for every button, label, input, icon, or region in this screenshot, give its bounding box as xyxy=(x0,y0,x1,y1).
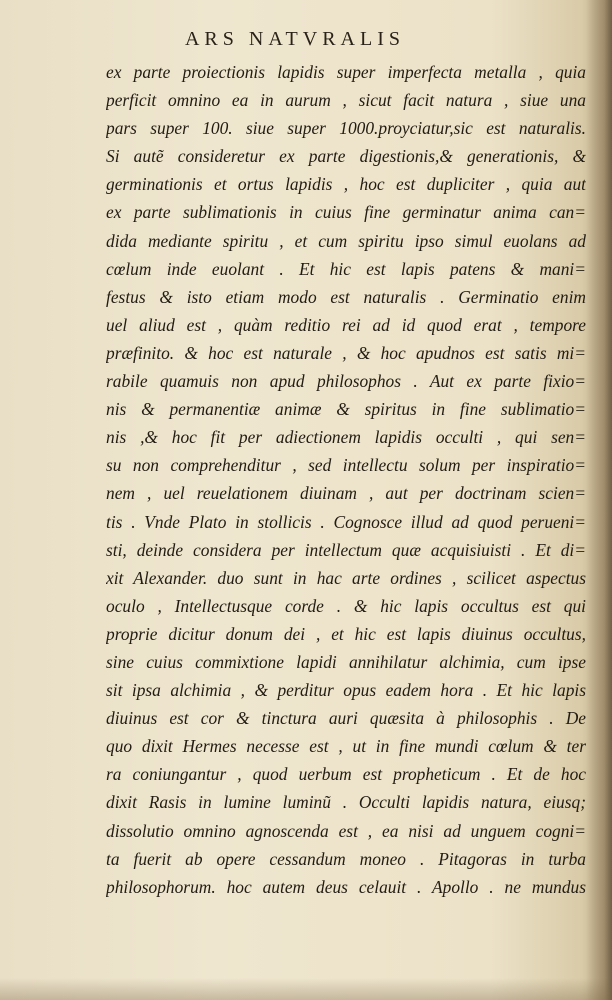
text-line: tis . Vnde Plato in stollicis . Cognosce illud ad quod perueni= xyxy=(106,511,586,532)
text-line: ex parte proiectionis lapidis super imperfecta metalla , quia xyxy=(106,62,586,82)
text-line: proprie dicitur donum dei , et hic est lapis diuinus occultus, xyxy=(106,623,586,644)
text-line: uel aliud est , quàm reditio rei ad id quod erat , tempore xyxy=(106,314,586,335)
text-line: nem , uel reuelationem diuinam , aut per doctrinam scien= xyxy=(106,483,586,504)
page-bottom-shadow xyxy=(0,978,612,1000)
text-line: ra coniungantur , quod uerbum est propheticum . Et de hoc xyxy=(106,764,586,785)
text-line: festus & isto etiam modo est naturalis . Germinatio enim xyxy=(106,286,586,307)
text-block xyxy=(106,58,586,901)
text-line: sti, deinde considera per intellectum quæ acquisiuisti . Et di= xyxy=(106,539,586,560)
text-line: ex parte sublimationis in cuius fine germinatur anima can= xyxy=(106,202,586,223)
page-edge-shadow xyxy=(586,0,612,1000)
text-line: sit ipsa alchimia , & perditur opus eadem hora . Et hic lapis xyxy=(106,680,586,701)
text-line: philosophorum. hoc autem deus celauit . Apollo . ne mundus xyxy=(106,876,586,897)
text-line: Si autẽ consideretur ex parte digestionis,& generationis, & xyxy=(106,146,586,167)
text-line: oculo , Intellectusque corde . & hic lapis occultus est qui xyxy=(106,595,586,616)
text-line: quo dixit Hermes necesse est , ut in fine mundi cœlum & ter xyxy=(106,736,586,757)
text-line: sine cuius commixtione lapidi annihilatur alchimia, cum ipse xyxy=(106,651,586,672)
text-line: xit Alexander. duo sunt in hac arte ordines , scilicet aspectus xyxy=(106,567,586,588)
text-line: nis & permanentiæ animæ & spiritus in fine sublimatio= xyxy=(106,399,586,420)
text-line: pars super 100. siue super 1000.proyciatur,sic est naturalis. xyxy=(106,118,586,139)
text-line: dixit Rasis in lumine luminũ . Occulti lapidis natura, eiusq; xyxy=(106,792,586,813)
text-line: nis ,& hoc fit per adiectionem lapidis occulti , qui sen= xyxy=(106,427,586,448)
text-line: germinationis et ortus lapidis , hoc est dupliciter , quia aut xyxy=(106,174,586,195)
text-line: præfinito. & hoc est naturale , & hoc apudnos est satis mi= xyxy=(106,342,586,363)
text-line: cœlum inde euolant . Et hic est lapis patens & mani= xyxy=(106,258,586,279)
text-line: rabile quamuis non apud philosophos . Aut ex parte fixio= xyxy=(106,371,586,392)
text-line: su non comprehenditur , sed intellectu solum per inspiratio= xyxy=(106,455,586,476)
text-line: dissolutio omnino agnoscenda est , ea nisi ad unguem cogni= xyxy=(106,820,586,841)
text-line: dida mediante spiritu , et cum spiritu ipso simul euolans ad xyxy=(106,230,586,251)
text-line: diuinus est cor & tinctura auri quæsita à philosophis . De xyxy=(106,708,586,729)
text-line: ta fuerit ab opere cessandum moneo . Pitagoras in turba xyxy=(106,848,586,869)
text-line: perficit omnino ea in aurum , sicut facit natura , siue una xyxy=(106,90,586,111)
running-head: ARS NATVRALIS xyxy=(184,28,406,50)
